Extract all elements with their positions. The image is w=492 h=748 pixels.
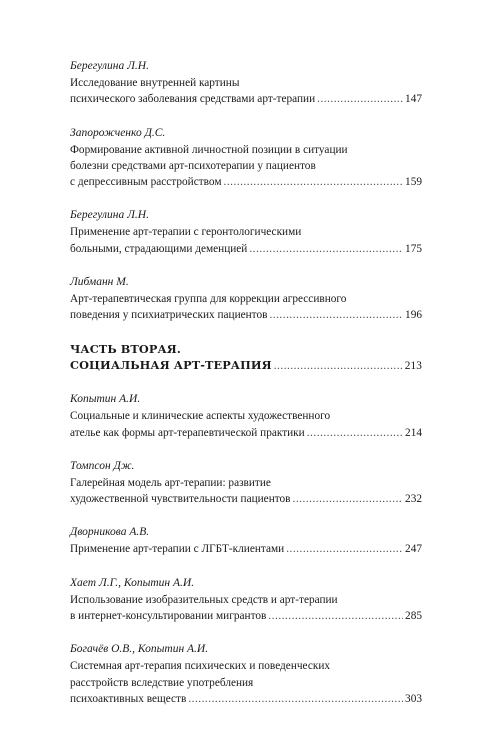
entry-author: Дворникова А.В. bbox=[70, 526, 150, 539]
entry-title-last-line bbox=[70, 491, 422, 507]
page-number: 159 bbox=[405, 176, 422, 189]
entry-title-line: Формирование активной личностной позиции в ситуации bbox=[70, 143, 348, 156]
toc-entry[interactable] bbox=[70, 207, 422, 257]
toc-entry[interactable] bbox=[70, 58, 422, 108]
page-number: 214 bbox=[405, 426, 422, 439]
dot-leader bbox=[307, 425, 403, 441]
page-number: 196 bbox=[405, 309, 422, 322]
dot-leader bbox=[274, 358, 403, 374]
entry-title-last-line bbox=[70, 307, 422, 323]
entry-title-text: в интернет-консультировании мигрантов bbox=[70, 610, 267, 623]
entry-title-last-line bbox=[70, 541, 422, 557]
entry-author: Хает Л.Г., Копытин А.И. bbox=[70, 576, 195, 589]
entry-title-text: психического заболевания средствами арт-терапии bbox=[70, 93, 316, 106]
entry-title-last-line bbox=[70, 691, 422, 707]
toc-entry[interactable] bbox=[70, 458, 422, 508]
dot-leader bbox=[317, 91, 403, 107]
entry-title-last-line bbox=[70, 241, 422, 257]
entry-title-line: болезни средствами арт-психотерапии у пациентов bbox=[70, 159, 316, 172]
entry-author: Богачёв О.В., Копытин А.И. bbox=[70, 643, 209, 656]
dot-leader bbox=[268, 608, 403, 624]
entry-title-line: Арт-терапевтическая группа для коррекции агрессивного bbox=[70, 293, 347, 306]
toc-entry[interactable] bbox=[70, 125, 422, 191]
entry-title-last-line bbox=[70, 174, 422, 190]
part-title-text: СОЦИАЛЬНАЯ АРТ-ТЕРАПИЯ bbox=[70, 357, 272, 372]
dot-leader bbox=[224, 174, 404, 190]
dot-leader bbox=[293, 491, 404, 507]
toc-entry[interactable] bbox=[70, 524, 422, 557]
entry-title-text: Применение арт-терапии с ЛГБТ-клиентами bbox=[70, 543, 285, 556]
dot-leader bbox=[286, 541, 403, 557]
page-number: 213 bbox=[404, 359, 422, 372]
toc-entry[interactable] bbox=[70, 641, 422, 707]
entry-author: Томпсон Дж. bbox=[70, 459, 135, 472]
toc-part-heading[interactable] bbox=[70, 341, 422, 375]
table-of-contents bbox=[70, 58, 422, 724]
entry-title-line: Применение арт-терапии с геронтологическими bbox=[70, 226, 302, 239]
dot-leader bbox=[249, 241, 403, 257]
entry-title-text: поведения у психиатрических пациентов bbox=[70, 309, 268, 322]
entry-author: Берегулина Л.Н. bbox=[70, 209, 149, 222]
toc-entry[interactable] bbox=[70, 274, 422, 324]
entry-title-last-line bbox=[70, 425, 422, 441]
page-number: 232 bbox=[405, 493, 422, 506]
toc-entry[interactable] bbox=[70, 575, 422, 625]
page-number: 175 bbox=[405, 242, 422, 255]
entry-title-text: ателье как формы арт-терапевтической практики bbox=[70, 426, 305, 439]
entry-title-text: художественной чувствительности пациентов bbox=[70, 493, 291, 506]
entry-title-line: Социальные и клинические аспекты художественного bbox=[70, 410, 331, 423]
dot-leader bbox=[269, 307, 403, 323]
entry-title-line: Использование изобразительных средств и арт-терапии bbox=[70, 593, 338, 606]
entry-title-line: Исследование внутренней картины bbox=[70, 77, 240, 89]
page-number: 147 bbox=[405, 93, 422, 106]
entry-title-line: Системная арт-терапия психических и поведенческих bbox=[70, 660, 331, 673]
dot-leader bbox=[188, 691, 403, 707]
entry-author: Либманн М. bbox=[70, 276, 129, 289]
entry-author: Копытин А.И. bbox=[70, 393, 141, 406]
entry-title-text: психоактивных веществ bbox=[70, 692, 187, 705]
toc-entry[interactable] bbox=[70, 391, 422, 441]
entry-title-text: больными, страдающими деменцией bbox=[70, 242, 248, 255]
entry-title-line: Галерейная модель арт-терапии: развитие bbox=[70, 476, 271, 489]
entry-title-text: с депрессивным расстройством bbox=[70, 176, 222, 189]
entry-author: Запорожченко Д.С. bbox=[70, 126, 166, 139]
page-number: 247 bbox=[405, 543, 422, 556]
part-title-line: ЧАСТЬ ВТОРАЯ. bbox=[70, 341, 181, 356]
entry-title-last-line bbox=[70, 608, 422, 624]
entry-title-last-line bbox=[70, 91, 422, 107]
entry-author: Берегулина Л.Н. bbox=[70, 60, 149, 72]
entry-title-line: расстройств вследствие употребления bbox=[70, 676, 254, 689]
part-title-last-line bbox=[70, 357, 422, 374]
page-number: 285 bbox=[405, 610, 422, 623]
page-number: 303 bbox=[405, 692, 422, 705]
